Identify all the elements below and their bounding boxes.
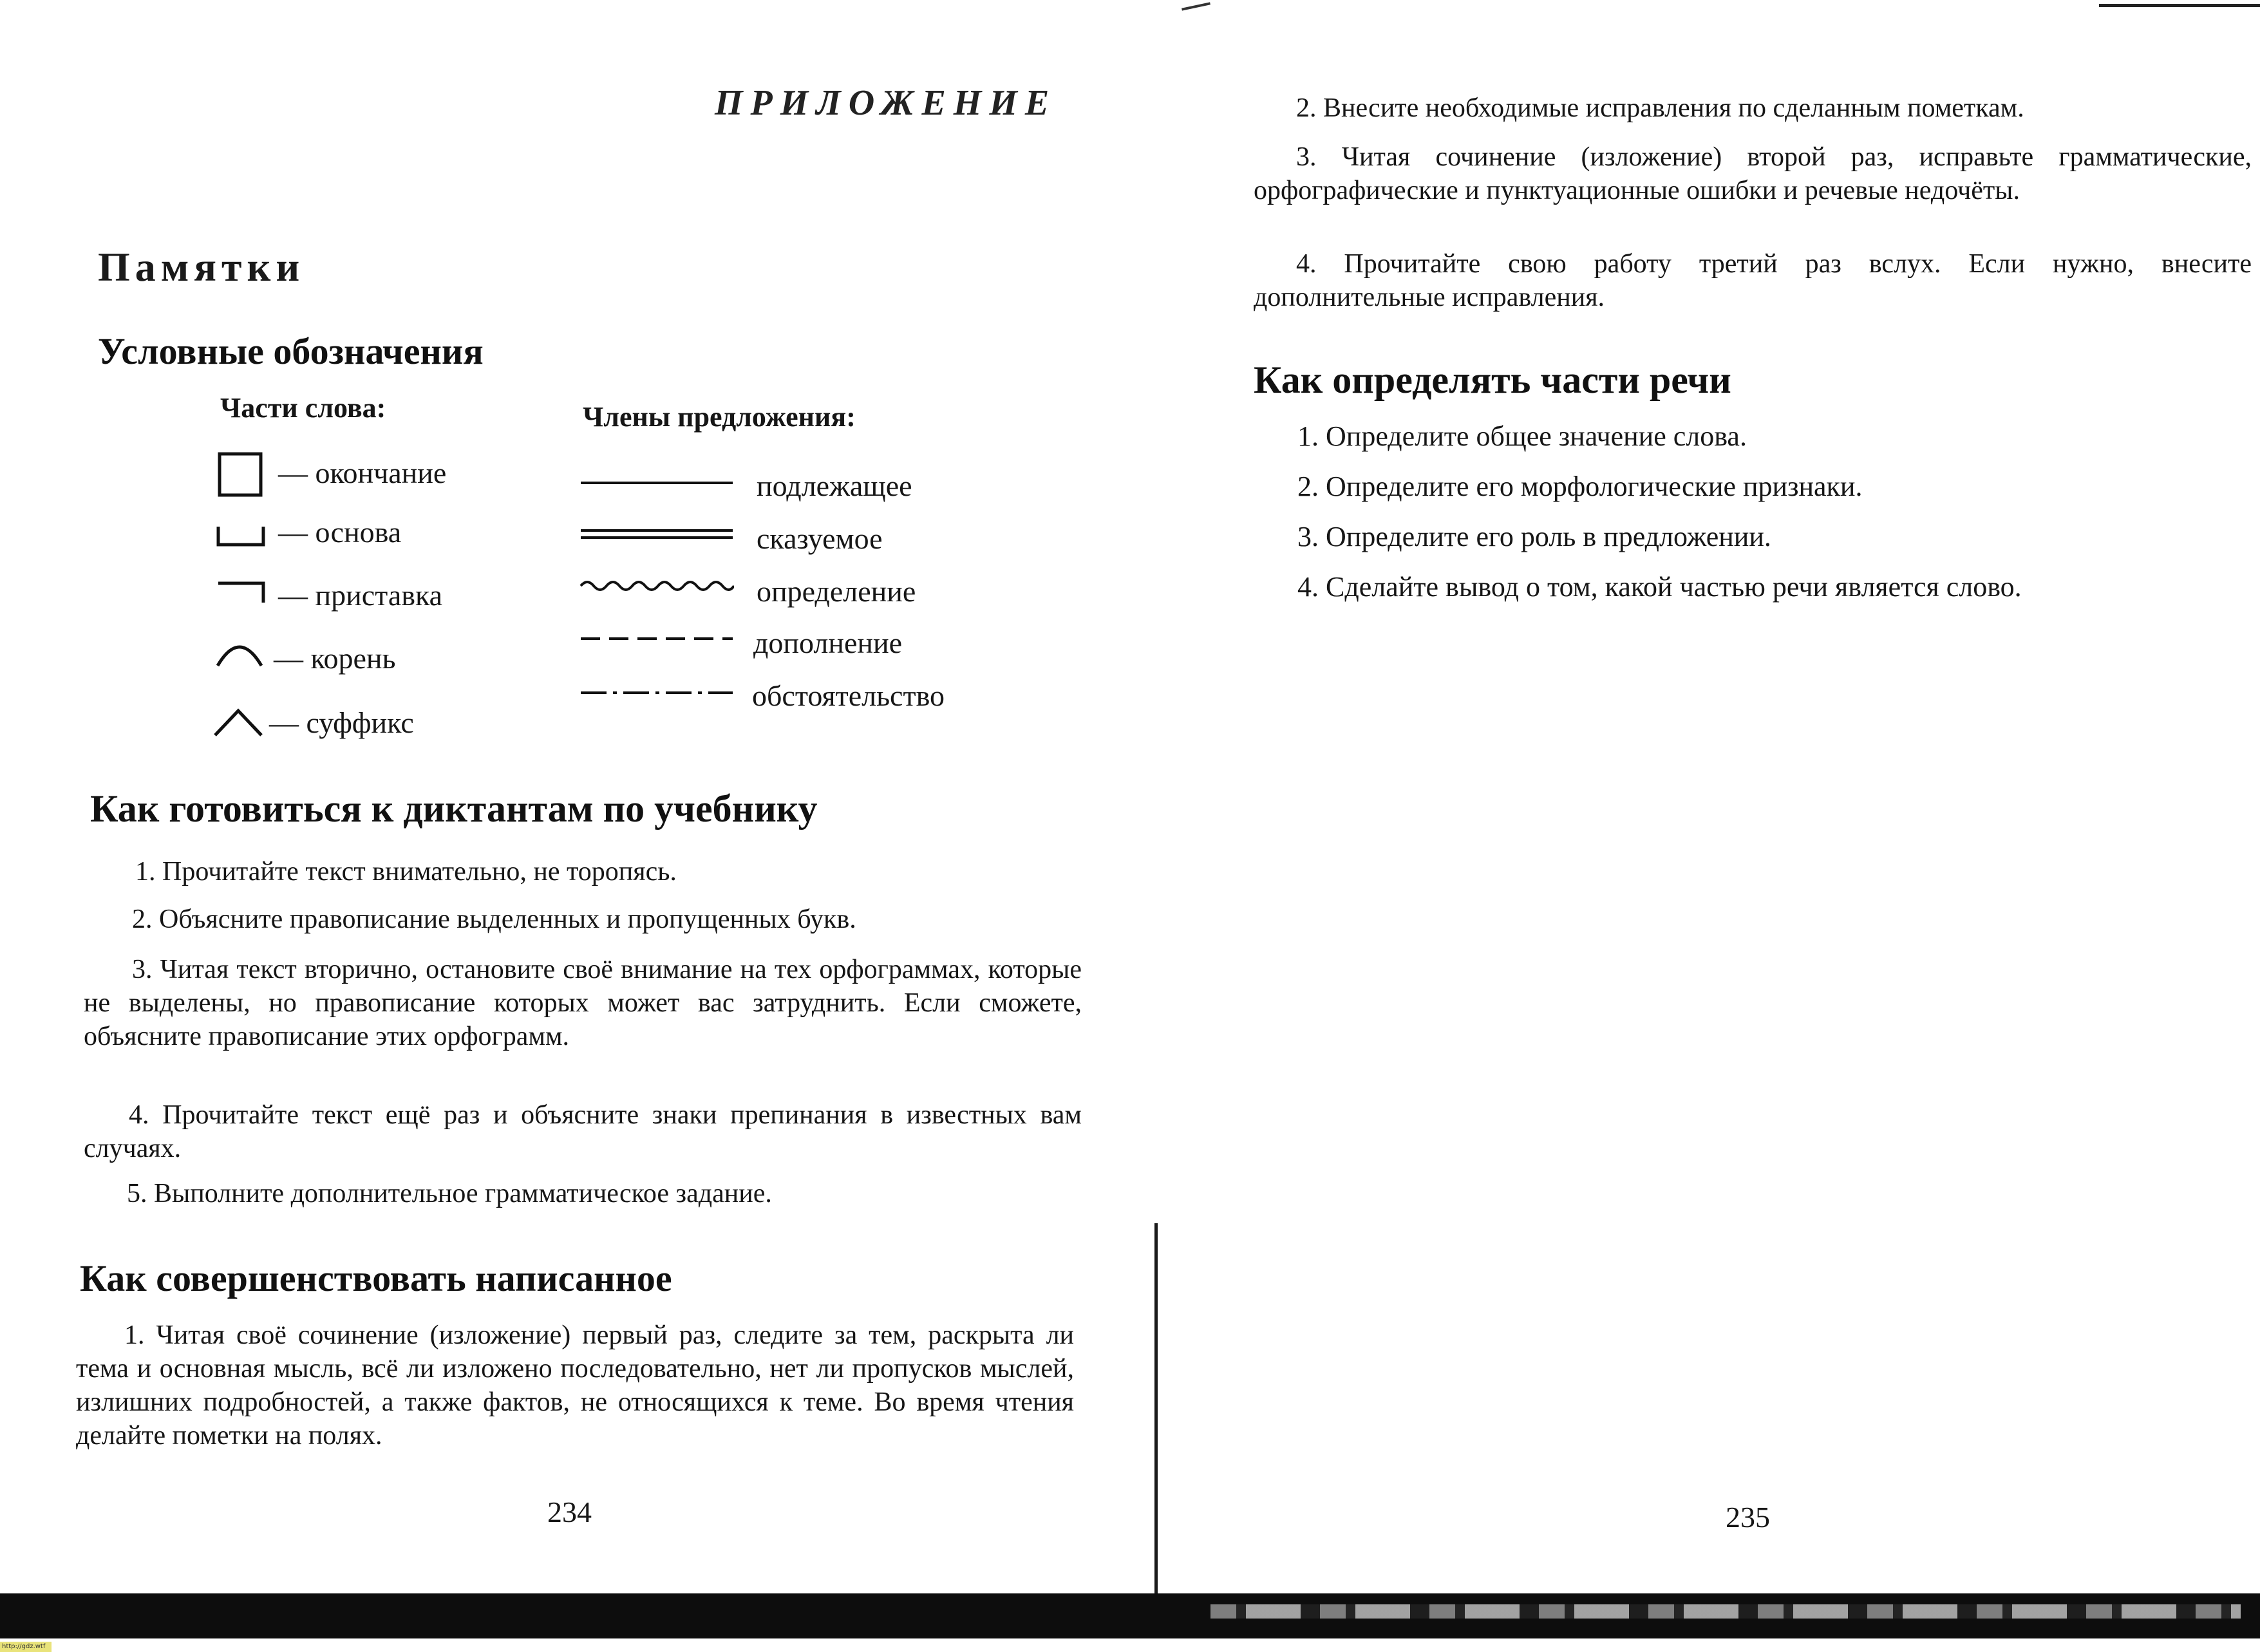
wavy-underline-icon (579, 578, 734, 594)
sentence-member-label: определение (757, 575, 916, 608)
root-arc-icon (214, 637, 265, 670)
improve-item: 1. Читая своё сочинение (изложение) первый раз, следите за тем, раскрыта ли тема и основная мысль, всё ли изложено последовательно, нет ли пропусков мыслей, излишних подробностей, а также фактов, не относящихся к теме. Во время чтения делайте пометки на полях. (76, 1320, 1074, 1450)
parts-of-speech-item: 4. Сделайте вывод о том, какой частью речи является слово. (1297, 571, 2022, 603)
sentence-member-label: обстоятельство (752, 679, 945, 712)
double-underline-icon (579, 527, 734, 542)
word-parts-title: Части слова: (220, 392, 386, 424)
sentence-member-label: сказуемое (757, 522, 883, 555)
watermark: http://gdz.wtf (0, 1642, 52, 1652)
prefix-bracket-icon (216, 579, 266, 605)
word-part-label: — корень (274, 642, 396, 675)
improve-item: 2. Внесите необходимые исправления по сделанным пометкам. (1296, 93, 2024, 123)
parts-of-speech-item: 3. Определите его роль в предложении. (1297, 521, 1771, 552)
suffix-caret-icon (212, 707, 264, 738)
page-number: 234 (547, 1496, 592, 1528)
word-part-label: — приставка (278, 579, 443, 612)
parts-of-speech-title: Как определять части речи (1254, 359, 1731, 401)
improve-item: 4. Прочитайте свою работу третий раз вслух. Если нужно, внесите дополнительные исправления. (1254, 249, 2252, 312)
dictation-item: 3. Читая текст вторично, остановите своё внимание на тех орфограммах, которые не выделены, но правописание которых может вас затруднить. Если сможете, объясните правописание этих орфограмм. (84, 955, 1082, 1051)
improve-title: Как совершенствовать написанное (80, 1257, 672, 1299)
legend-title: Условные обозначения (98, 330, 484, 372)
stem-bracket-icon (216, 523, 266, 549)
dashed-underline-icon (579, 634, 734, 644)
dictation-item: 2. Объясните правописание выделенных и пропущенных букв. (132, 905, 856, 934)
improve-item: 3. Читая сочинение (изложение) второй раз, исправьте грамматические, орфографические и пунктуационные ошибки и речевые недочёты. (1254, 142, 2252, 205)
right-page (1162, 0, 2260, 1597)
parts-of-speech-item: 2. Определите его морфологические признаки. (1297, 471, 1863, 502)
sentence-member-label: подлежащее (757, 469, 912, 502)
memos-title: Памятки (98, 244, 305, 290)
book-spine (1154, 1223, 1158, 1600)
dictation-item: 4. Прочитайте текст ещё раз и объясните знаки препинания в известных вам случаях. (84, 1100, 1082, 1163)
ending-box-icon (218, 452, 264, 498)
word-part-label: — суффикс (269, 706, 414, 739)
word-part-label: — основа (278, 516, 402, 549)
sentence-members-title: Члены предложения: (583, 401, 856, 433)
dictation-item: 1. Прочитайте текст внимательно, не торопясь. (135, 857, 677, 887)
parts-of-speech-item: 1. Определите общее значение слова. (1297, 420, 1747, 452)
page-number: 235 (1726, 1501, 1770, 1534)
single-underline-icon (579, 476, 734, 489)
dash-dot-underline-icon (579, 688, 734, 698)
dictation-title: Как готовиться к диктантам по учебнику (90, 787, 818, 830)
appendix-title: ПРИЛОЖЕНИЕ (715, 83, 1057, 123)
left-page (0, 0, 1156, 1597)
dictation-item: 5. Выполните дополнительное грамматическое задание. (127, 1179, 772, 1208)
sentence-member-label: дополнение (753, 626, 903, 659)
word-part-label: — окончание (278, 456, 447, 489)
scan-bottom-streaks (1210, 1604, 2241, 1619)
